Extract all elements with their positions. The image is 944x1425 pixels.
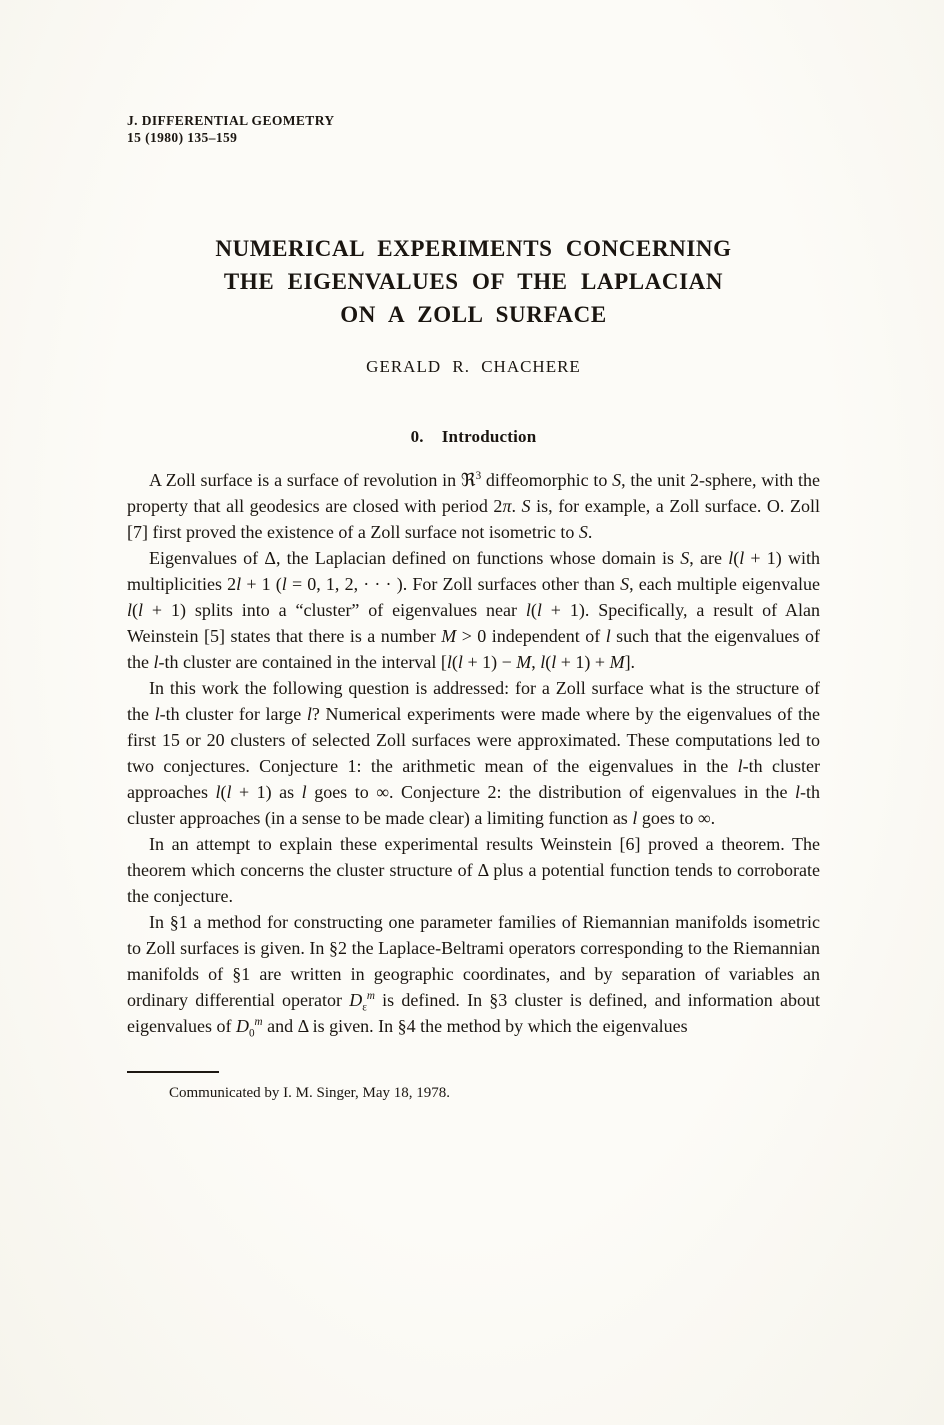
footnote-text: Communicated by I. M. Singer, May 18, 1978. xyxy=(169,1085,451,1101)
journal-volume-pages: 15 (1980) 135–159 xyxy=(127,130,238,145)
paper-title xyxy=(127,232,820,331)
title-line-3: ON A ZOLL SURFACE xyxy=(340,302,607,327)
journal-name: J. DIFFERENTIAL GEOMETRY xyxy=(127,113,335,128)
paragraph-2: Eigenvalues of Δ, the Laplacian defined on functions whose domain is S, are l(l + 1) with multiplicities 2l + 1 (l = 0, 1, 2, · · · ). For Zoll surfaces other than S, each multiple eigenvalue l(l + 1) splits into a “cluster” of eigenvalues near l(l + 1). Specifically, a result of Alan Weinstein [5] states that there is a number M > 0 independent of l such that the eigenvalues of the l-th cluster are contained in the interval [l(l + 1) − M, l(l + 1) + M]. xyxy=(127,548,821,672)
paragraph-5: In §1 a method for constructing one parameter families of Riemannian manifolds isometric to Zoll surfaces is given. In §2 the Laplace-Beltrami operators corresponding to the Riemannian manifolds of §1 are written in geographic coordinates, and by separation of variables an ordinary differential operator $D_\varepsilon^m$ is defined. In §3 cluster is defined, and information about eigenvalues of $D_0^m$ and Δ is given. In §4 the method by which the eigenvalues xyxy=(127,912,820,1040)
author-name: GERALD R. CHACHERE xyxy=(366,357,581,376)
title-line-2: THE EIGENVALUES OF THE LAPLACIAN xyxy=(223,269,724,294)
body-text xyxy=(127,467,820,1039)
section-heading xyxy=(127,427,820,447)
footnote-rule xyxy=(127,1071,219,1073)
section-title: Introduction xyxy=(441,427,537,446)
paragraph-4: In an attempt to explain these experimental results Weinstein [6] proved a theorem. The theorem which concerns the cluster structure of Δ plus a potential function tends to corroborate the conjecture. xyxy=(127,834,820,906)
paragraph-1: A Zoll surface is a surface of revolution in ℜ$^3$ diffeomorphic to S, the unit 2-sphere, with the property that all geodesics are closed with period 2π. S is, for example, a Zoll surface. O. Zoll [7] first proved the existence of a Zoll surface not isometric to S. xyxy=(127,470,820,542)
title-line-1: NUMERICAL EXPERIMENTS CONCERNING xyxy=(215,236,732,261)
section-number: 0. xyxy=(410,427,424,446)
paragraph-3: In this work the following question is addressed: for a Zoll surface what is the structure of the l-th cluster for large l? Numerical experiments were made where by the eigenvalues of the first 15 or 20 clusters of selected Zoll surfaces were approximated. These computations led to two conjectures. Conjecture 1: the arithmetic mean of the eigenvalues in the l-th cluster approaches l(l + 1) as l goes to ∞. Conjecture 2: the distribution of eigenvalues in the l-th cluster approaches (in a sense to be made clear) a limiting function as l goes to ∞. xyxy=(127,678,820,828)
journal-header xyxy=(127,112,820,146)
